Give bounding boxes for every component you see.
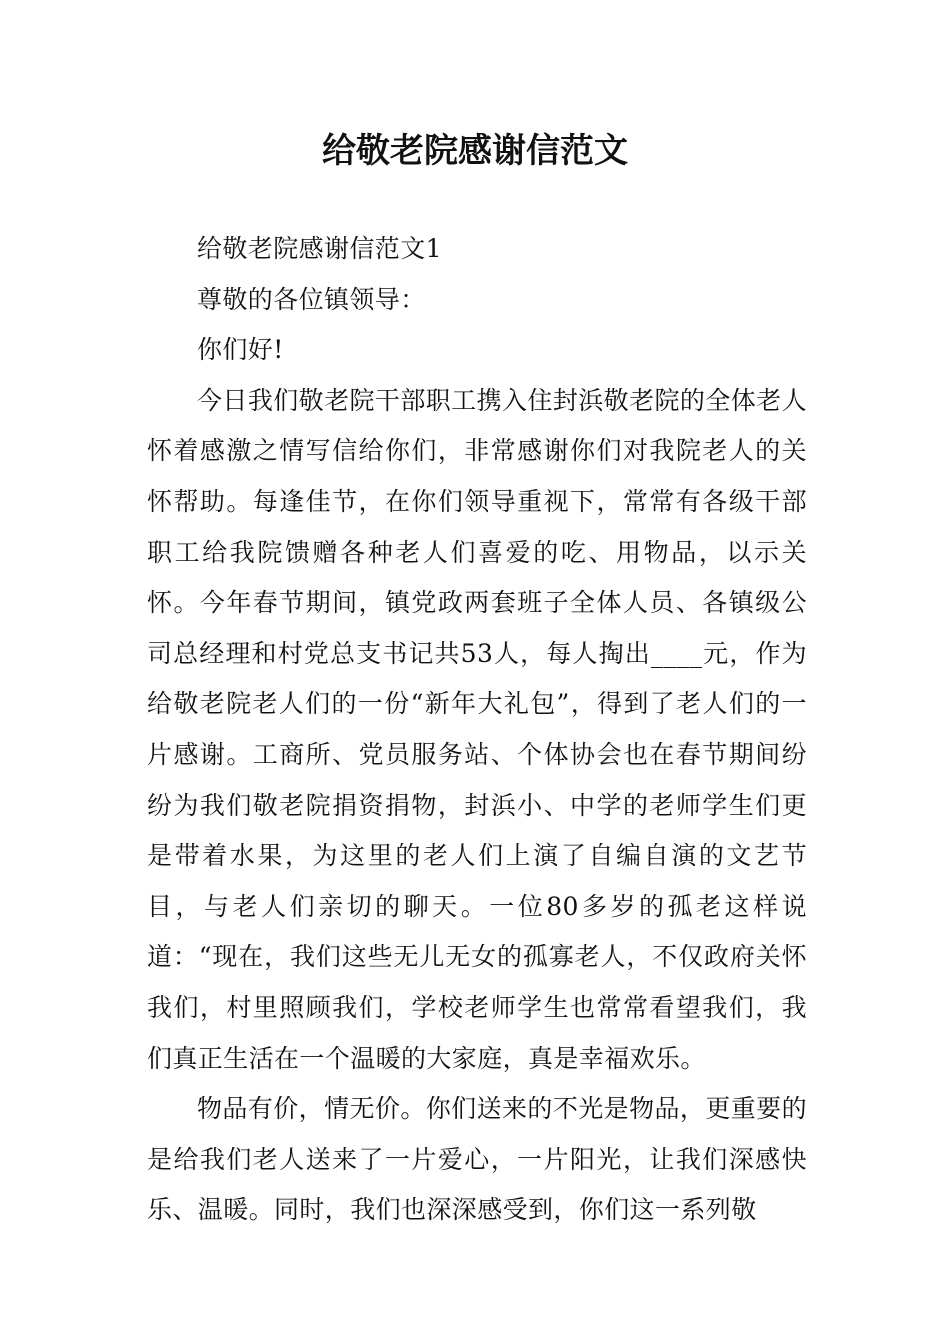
document-body (147, 224, 807, 1236)
paragraph-salutation: 尊敬的各位镇领导： (197, 284, 426, 314)
paragraph-heading: 给敬老院感谢信范文1 (197, 234, 442, 263)
paragraph-body-2: 物品有价，情无价。你们送来的不光是物品，更重要的是给我们老人送来了一片爱心，一片阳光，让我们深感快乐、温暖。同时，我们也深深感受到，你们这一系列敬 (147, 1094, 807, 1225)
paragraph-body-1: 今日我们敬老院干部职工携入住封浜敬老院的全体老人怀着感激之情写信给你们，非常感谢你们对我院老人的关怀帮助。每逢佳节，在你们领导重视下，常常有各级干部职工给我院馈赠各种老人们喜爱的吃、用物品，以示关怀。今年春节期间，镇党政两套班子全体人员、各镇级公司总经理和村党总支书记共53人，每人掏出____元，作为给敬老院老人们的一份“新年大礼包”，得到了老人们的一片感谢。工商所、党员服务站、个体协会也在春节期间纷纷为我们敬老院捐资捐物，封浜小、中学的老师学生们更是带着水果，为这里的老人们上演了自编自演的文艺节目，与老人们亲切的聊天。一位80多岁的孤老这样说道：“现在，我们这些无儿无女的孤寡老人，不仅政府关怀我们，村里照顾我们，学校老师学生也常常看望我们，我们真正生活在一个温暖的大家庭，真是幸福欢乐。 (147, 385, 807, 1073)
paragraph-greeting: 你们好! (197, 335, 284, 365)
document-title: 给敬老院感谢信范文 (322, 131, 628, 171)
